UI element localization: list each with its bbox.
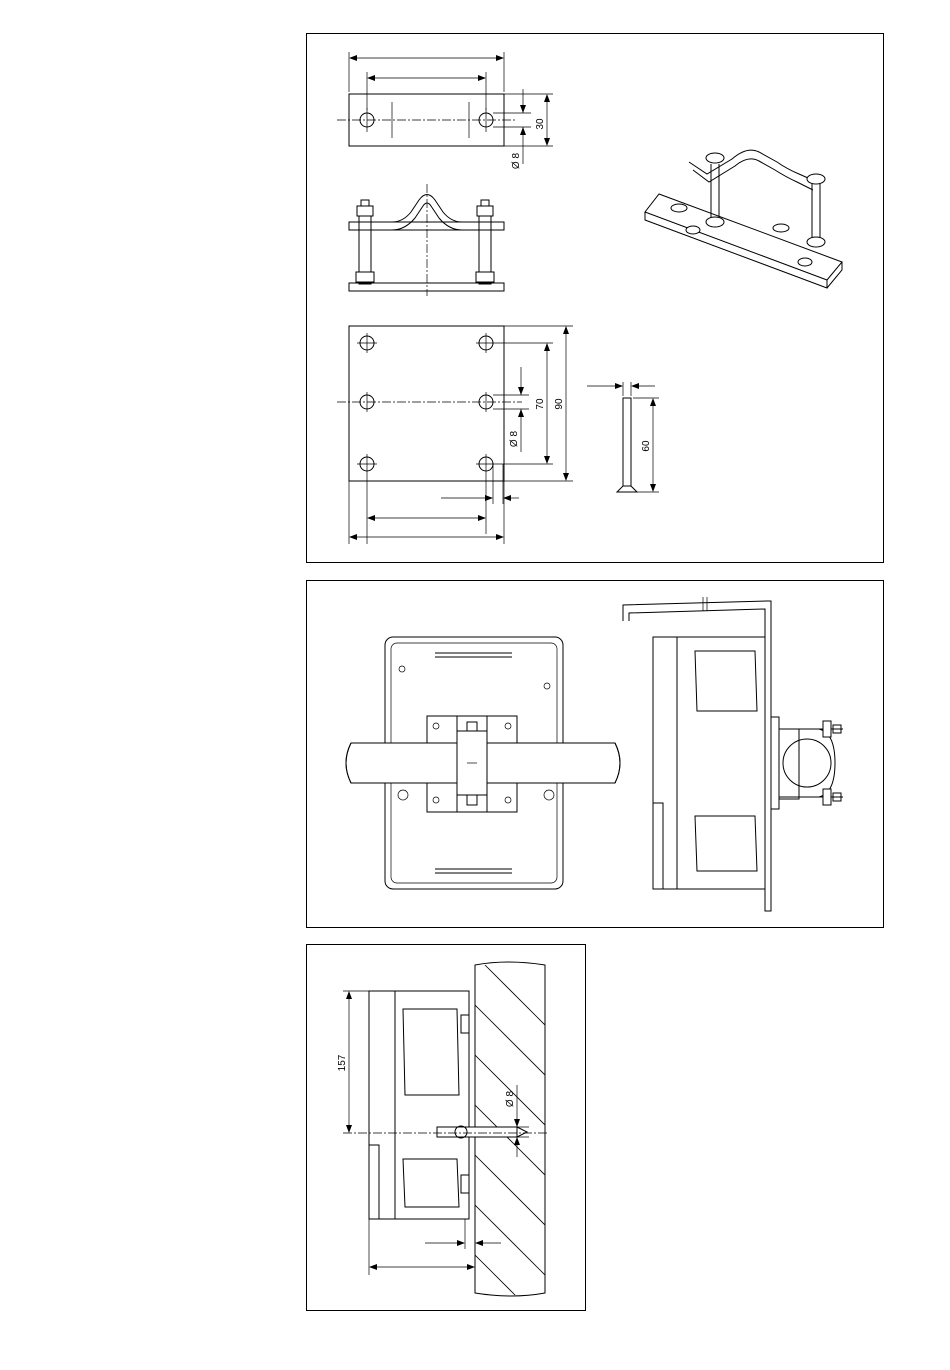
wall-mounting-svg (307, 945, 587, 1312)
pipe-mounting-svg (307, 581, 885, 929)
dim-30-label: 30 (535, 118, 546, 130)
dim-dia8-c-label: Ø 8 (505, 1090, 516, 1108)
clamp-side-view (349, 184, 504, 296)
dim-60-label: 60 (641, 440, 652, 452)
dim-dia8-b-label: Ø 8 (509, 430, 520, 448)
anchor-screw-view (587, 382, 659, 492)
dim-90-label: 90 (554, 398, 565, 410)
mounting-kit-drawings-panel (306, 33, 884, 563)
dim-70-label: 70 (535, 398, 546, 410)
dim-dia8-a-label: Ø 8 (511, 152, 522, 170)
wall-section (475, 955, 567, 1347)
mounting-plate-view (337, 326, 573, 544)
clamp-isometric-view (645, 150, 842, 288)
dim-157-label: 157 (337, 1054, 348, 1072)
mounting-kit-svg (307, 34, 885, 564)
housing-side-view (623, 597, 843, 911)
mounting-pipe (346, 731, 620, 795)
clamp-plate-top-view (337, 52, 553, 169)
pipe-mounting-panel (306, 580, 884, 928)
wall-mounting-panel (306, 944, 586, 1311)
housing-wall-side-view (343, 991, 549, 1219)
